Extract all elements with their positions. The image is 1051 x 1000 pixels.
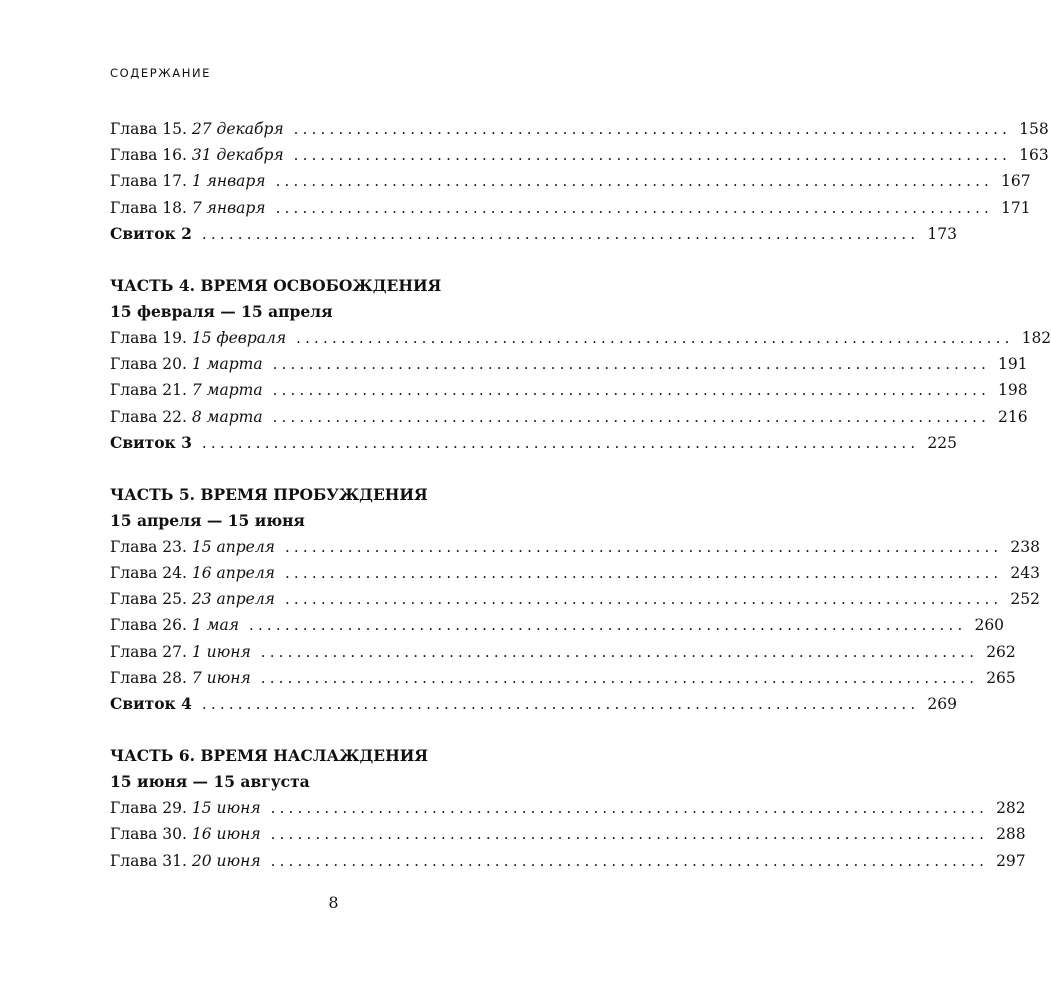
entry-date: 20 июня (191, 851, 261, 870)
entry-label (110, 612, 239, 638)
entry-number: Свиток 4 (110, 694, 192, 713)
toc-chapter-entry (110, 821, 1026, 847)
entry-label (110, 430, 192, 456)
toc-chapter-entry (110, 586, 1040, 612)
entry-page-number: 191 (998, 355, 1028, 374)
entry-number: Глава 26. (110, 616, 187, 635)
entry-number: Глава 27. (110, 642, 187, 661)
entry-date: 1 мая (191, 616, 239, 635)
entry-number: Глава 30. (110, 825, 187, 844)
page-number: 8 (328, 893, 339, 912)
toc-chapter-entry (110, 560, 1040, 586)
toc-chapter-entry (110, 639, 1016, 665)
entry-page-number: 288 (996, 825, 1026, 844)
dot-leader: ................................................................................ (275, 198, 994, 217)
entry-page-number: 167 (1001, 172, 1031, 191)
entry-page-number: 265 (986, 668, 1016, 687)
entry-page-number: 238 (1010, 537, 1040, 556)
part-title: ЧАСТЬ 5. ВРЕМЯ ПРОБУЖДЕНИЯ (110, 484, 428, 504)
entry-number: Глава 23. (110, 537, 187, 556)
entry-page-number: 269 (927, 695, 957, 713)
entry-label (110, 534, 275, 560)
entry-label (110, 586, 275, 612)
entry-page-number: 252 (1010, 590, 1040, 609)
entry-number: Свиток 3 (110, 432, 192, 452)
dot-leader: ................................................................................ (270, 825, 989, 844)
entry-number: Глава 21. (110, 381, 187, 400)
entry-label (110, 821, 261, 847)
toc-chapter-entry (110, 351, 1028, 377)
toc-chapter-entry (110, 168, 1031, 194)
entry-label (110, 795, 261, 821)
toc-chapter-entry (110, 195, 1031, 221)
dot-leader: ................................................................................ (201, 224, 920, 243)
entry-date: 16 апреля (191, 564, 275, 583)
running-head: СОДЕРЖАНИЕ (110, 66, 212, 80)
dot-leader: ................................................................................ (270, 851, 989, 870)
toc-chapter-entry (110, 377, 1028, 403)
entry-page-number: 262 (986, 642, 1016, 661)
dot-leader: ................................................................................ (201, 695, 920, 713)
entry-label (110, 351, 263, 377)
dot-leader: ................................................................................ (270, 799, 989, 818)
entry-page-number: 282 (996, 799, 1026, 818)
dot-leader: ................................................................................ (201, 433, 920, 452)
entry-number: Глава 18. (110, 198, 187, 217)
part-title: ЧАСТЬ 6. ВРЕМЯ НАСЛАЖДЕНИЯ (110, 746, 429, 766)
entry-page-number: 163 (1019, 146, 1049, 165)
entry-number: Глава 19. (110, 328, 187, 347)
dot-leader: ................................................................................ (284, 590, 1003, 609)
part-section (110, 482, 1040, 717)
entry-number: Глава 28. (110, 668, 187, 687)
parts (110, 273, 1051, 874)
toc-chapter-entry (110, 795, 1026, 821)
part-section (110, 273, 1051, 456)
toc-chapter-entry (110, 142, 1049, 168)
entry-page-number: 198 (998, 381, 1028, 400)
entry-number: Глава 20. (110, 355, 187, 374)
toc-chapter-entry (110, 665, 1016, 691)
entry-page-number: 171 (1001, 198, 1031, 217)
toc-chapter-entry (110, 116, 1049, 142)
entry-label (110, 848, 261, 874)
entry-page-number: 173 (927, 224, 957, 243)
dot-leader: ................................................................................ (260, 642, 979, 661)
entry-number: Глава 22. (110, 407, 187, 426)
dot-leader: ................................................................................ (296, 328, 1014, 347)
entry-number: Глава 31. (110, 851, 187, 870)
entry-number: Глава 17. (110, 172, 187, 191)
entry-number: Глава 15. (110, 120, 187, 138)
dot-leader: ................................................................................ (249, 616, 967, 635)
dot-leader: ................................................................................ (284, 564, 1003, 583)
entry-label (110, 142, 284, 168)
entry-page-number: 243 (1010, 564, 1040, 583)
entry-date: 15 апреля (191, 537, 275, 556)
entry-page-number: 297 (996, 851, 1026, 870)
toc-chapter-entry (110, 404, 1028, 430)
toc-chapter-entry (110, 612, 1005, 638)
dot-leader: ................................................................................ (275, 172, 994, 191)
entry-page-number: 225 (927, 433, 957, 452)
entry-date: 7 января (191, 198, 266, 217)
entry-label (110, 221, 192, 247)
part-date-range: 15 февраля — 15 апреля (110, 301, 333, 321)
part-date-range: 15 апреля — 15 июня (110, 510, 305, 530)
entry-number: Глава 25. (110, 590, 187, 609)
entry-date: 15 февраля (191, 328, 287, 347)
entry-label (110, 377, 263, 403)
toc-scroll-entry (110, 691, 957, 717)
entry-label (110, 168, 266, 194)
part-title: ЧАСТЬ 4. ВРЕМЯ ОСВОБОЖДЕНИЯ (110, 275, 442, 295)
entry-page-number: 182 (1021, 328, 1051, 347)
entry-date: 1 июня (191, 642, 251, 661)
entry-label (110, 691, 192, 717)
entry-date: 7 июня (191, 668, 251, 687)
entry-date: 16 июня (191, 825, 261, 844)
top-entries (110, 116, 1049, 247)
entry-label (110, 639, 251, 665)
entry-label (110, 325, 286, 351)
entry-label (110, 195, 266, 221)
entry-label (110, 665, 251, 691)
entry-number: Свиток 2 (110, 223, 192, 243)
entry-date: 7 марта (191, 381, 263, 400)
entry-date: 8 марта (191, 407, 263, 426)
entry-date: 23 апреля (191, 590, 275, 609)
entry-page-number: 158 (1019, 120, 1049, 138)
entry-date: 27 декабря (191, 120, 284, 138)
entry-label (110, 560, 275, 586)
entry-label (110, 116, 284, 142)
entry-number: Глава 29. (110, 799, 187, 818)
dot-leader: ................................................................................ (272, 381, 991, 400)
dot-leader: ................................................................................ (293, 120, 1012, 138)
dot-leader: ................................................................................ (293, 146, 1012, 165)
entry-date: 1 января (191, 172, 266, 191)
dot-leader: ................................................................................ (272, 355, 991, 374)
dot-leader: ................................................................................ (284, 537, 1003, 556)
toc-chapter-entry (110, 325, 1051, 351)
dot-leader: ................................................................................ (272, 407, 991, 426)
entry-number: Глава 24. (110, 564, 187, 583)
part-date-range: 15 июня — 15 августа (110, 772, 310, 792)
entry-page-number: 260 (974, 616, 1005, 635)
entry-date: 1 марта (191, 355, 263, 374)
toc-scroll-entry (110, 430, 957, 456)
toc-scroll-entry (110, 221, 957, 247)
entry-date: 31 декабря (191, 146, 284, 165)
part-section (110, 743, 1026, 874)
toc-chapter-entry (110, 534, 1040, 560)
entry-page-number: 216 (998, 407, 1028, 426)
dot-leader: ................................................................................ (260, 668, 979, 687)
entry-number: Глава 16. (110, 146, 187, 165)
entry-date: 15 июня (191, 799, 261, 818)
toc-chapter-entry (110, 848, 1026, 874)
entry-label (110, 404, 263, 430)
table-of-contents (110, 116, 1051, 874)
